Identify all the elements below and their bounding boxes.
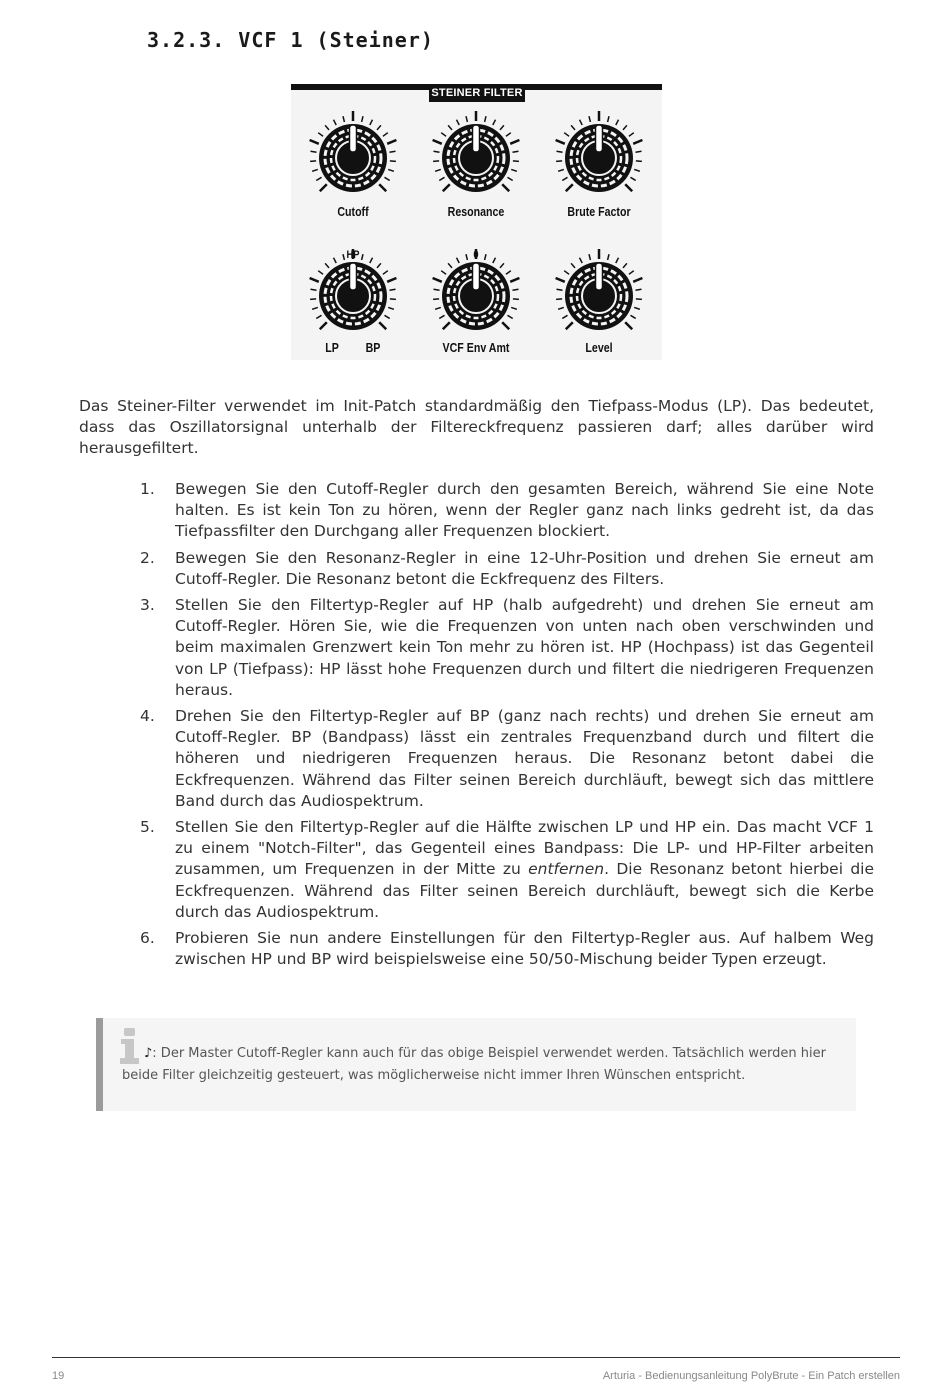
knob-vcf-env-amt: [433, 249, 520, 330]
knob-label-level: Level: [585, 341, 613, 355]
list-item: [140, 928, 874, 970]
instruction-list: [140, 479, 874, 975]
knob-mark-hp: HP: [346, 249, 360, 261]
footer-divider: [52, 1357, 900, 1358]
list-item-text: [175, 818, 874, 921]
knob-graphics: [291, 84, 662, 360]
list-item: [140, 479, 874, 543]
list-item: [140, 595, 874, 701]
knob-label-vcf-env-amt: VCF Env Amt: [442, 341, 510, 355]
section-heading: 3.2.3. VCF 1 (Steiner): [147, 28, 434, 52]
knob-label-cutoff: Cutoff: [337, 205, 369, 219]
page-number: 19: [52, 1370, 65, 1382]
note-accent-bar: [96, 1018, 103, 1111]
footer-title: Arturia - Bedienungsanleitung PolyBrute - Ein Patch erstellen: [602, 1370, 900, 1382]
knob-label-bp: BP: [365, 341, 381, 355]
list-item-text: Bewegen Sie den Cutoff-Regler durch den gesamten Bereich, während Sie eine Note halten. Es ist kein Ton zu hören, wenn der Regler ganz nach links gedreht ist, da das Tiefpassfilter den Durchgang aller Frequenzen blockiert.: [175, 480, 874, 541]
list-item-text: Stellen Sie den Filtertyp-Regler auf HP (halb aufgedreht) und drehen Sie erneut am Cutoff-Regler. Hören Sie, wie die Frequenzen von unten nach oben verschwinden und beim maximalen Grenzwert kein Ton mehr zu hören ist. HP (Hochpass) ist das Gegenteil von LP (Tiefpass): HP lässt hohe Frequenzen durch und filtert die niedrigeren Frequenzen heraus.: [175, 596, 874, 699]
list-item: [140, 548, 874, 590]
knob-label-resonance: Resonance: [447, 205, 505, 219]
knob-label-lp: LP: [325, 341, 339, 355]
knob-mark-zero: 0: [473, 249, 479, 261]
list-item-text-after: . Die Resonanz betont hierbei die Eckfrequenzen. Während das Filter seinen Bereich durchläuft, bewegt sich die Kerbe durch das Audiospektrum.: [175, 860, 875, 921]
knob-resonance: [433, 111, 520, 192]
knob-label-brute-factor: Brute Factor: [567, 205, 631, 219]
list-item-number: 5.: [140, 818, 155, 837]
steiner-filter-panel-image: [291, 84, 662, 360]
note-music-symbol: ♪: [144, 1046, 153, 1061]
list-item-text: Bewegen Sie den Resonanz-Regler in eine 12-Uhr-Position und drehen Sie erneut am Cutoff-Regler. Die Resonanz betont die Eckfrequenz des Filters.: [175, 548, 874, 588]
list-item-text: Drehen Sie den Filtertyp-Regler auf BP (ganz nach rechts) und drehen Sie erneut am Cutoff-Regler. BP (Bandpass) lässt ein zentrales Frequenzband durch und filtert die höheren und niedrigeren Frequenzen heraus. Die Resonanz betont dabei die Eckfrequenzen. Während das Filter seinen Bereich durchläuft, bewegt sich das mittlere Band durch das Audiospektrum.: [175, 707, 874, 810]
list-item-text: Probieren Sie nun andere Einstellungen für den Filtertyp-Regler aus. Auf halbem Weg zwischen HP und BP wird beispielsweise eine 50/50-Mischung beider Typen erzeugt.: [175, 929, 874, 969]
list-item-text-before: Stellen Sie den Filtertyp-Regler auf die Hälfte zwischen LP und HP ein. Das macht VCF 1 zu einem "Notch-Filter", das Gegenteil eines Bandpass: Die LP- und HP-Filter arbeiten zusammen, um Frequenzen in der Mitte zu: [175, 818, 874, 879]
list-item: [140, 817, 874, 923]
knob-level: [556, 249, 643, 330]
knob-filter-type: [310, 249, 397, 330]
note-body: : Der Master Cutoff-Regler kann auch für das obige Beispiel verwendet werden. Tatsächlich werden hier beide Filter gleichzeitig gesteuert, was möglicherweise nicht immer Ihren Wünschen entspricht.: [122, 1046, 826, 1083]
note-box: [96, 1018, 856, 1111]
knob-brute-factor: [556, 111, 643, 192]
note-text: [122, 1043, 842, 1086]
list-item-number: 3.: [140, 596, 155, 615]
intro-paragraph: Das Steiner-Filter verwendet im Init-Patch standardmäßig den Tiefpass-Modus (LP). Das bedeutet, dass das Oszillatorsignal unterhalb der Filtereckfrequenz passieren darf; alles darüber wird herausgefiltert.: [79, 397, 874, 457]
list-item-number: 2.: [140, 548, 155, 567]
list-item-number: 4.: [140, 707, 155, 726]
panel-title: STEINER FILTER: [429, 84, 525, 102]
list-item-number: 1.: [140, 480, 155, 498]
list-item: [140, 706, 874, 812]
list-item-number: 6.: [140, 929, 155, 948]
emphasis-word: entfernen: [528, 860, 605, 879]
knob-cutoff: [310, 111, 397, 192]
